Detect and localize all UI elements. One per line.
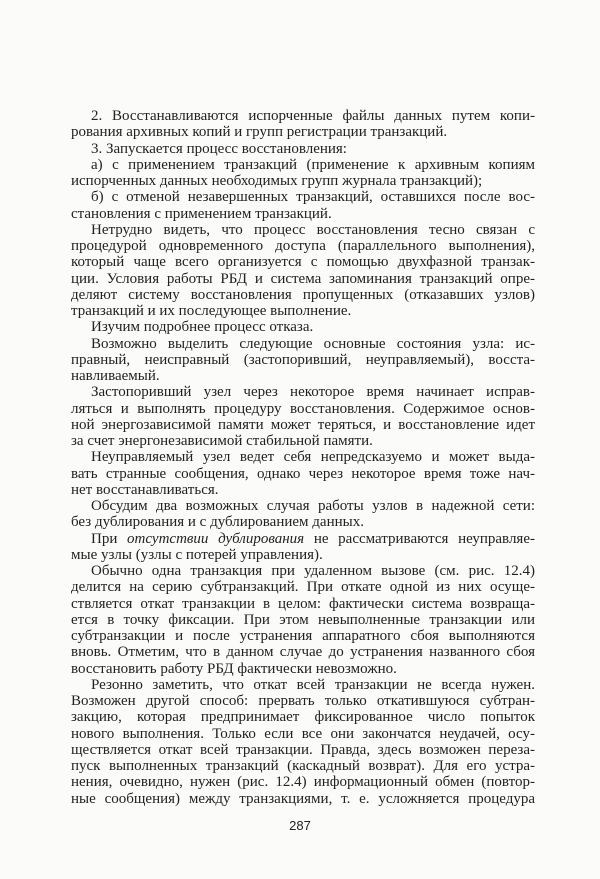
paragraph — [71, 222, 535, 320]
text-line: Обсудим два возможных случая работы узлов в надежной сети: — [91, 498, 535, 514]
text-line: ции. Условия работы РБД и система запоминания транзакций опре- — [71, 270, 535, 287]
text-line: деляют систему восстановления пропущенных (отказавших узлов) — [71, 286, 535, 303]
text-line: за счет энергонезависимой стабильной памяти. — [71, 433, 373, 449]
paragraph — [71, 498, 535, 531]
text-line: который чаще всего организуется с помощью двухфазной транзак- — [71, 254, 535, 271]
text-line: Неуправляемый узел ведет себя непредсказуемо и может выда- — [91, 449, 535, 466]
paragraph — [71, 157, 535, 190]
text-line: процедурой одновременного доступа (параллельного выполнения), — [71, 238, 535, 254]
text-line: ется в точку фиксации. При этом невыполненные транзакции или — [71, 611, 535, 628]
text-line: Застопоривший узел через некоторое время начинает исправ- — [91, 384, 535, 401]
text-segment: не рассматриваются неуправляе- — [304, 530, 535, 547]
text-line: нового выполнения. Только если все они закончатся неудачей, осу- — [71, 725, 535, 742]
text-line: мые узлы (узлы с потерей управления). — [71, 546, 323, 563]
paragraph — [71, 336, 535, 385]
text-line: ствляется откат транзакции в целом: фактически система возвраща- — [71, 595, 535, 612]
text-line: б) с отменой незавершенных транзакций, оставшихся после вос- — [91, 189, 535, 206]
text-line: нения, очевидно, нужен (рис. 12.4) информационный обмен (повтор- — [71, 774, 535, 791]
text-line: Нетрудно видеть, что процесс восстановления тесно связан с — [91, 221, 535, 238]
text-line: Обычно одна транзакция при удаленном вызове (см. рис. 12.4) — [91, 563, 535, 579]
text-line: вать странные сообщения, однако через некоторое время тоже нач- — [71, 465, 535, 482]
paragraph — [71, 677, 535, 807]
text-line: закцию, которая предпринимает фиксированное число попыток — [71, 709, 535, 726]
page-body-text — [71, 108, 535, 807]
text-line: восстановить работу РБД фактически невозможно. — [71, 660, 397, 677]
text-line: Возможен другой способ: прервать только откатившуюся субтран- — [71, 693, 535, 709]
paragraph — [71, 531, 535, 564]
text-line: транзакций и их последующее выполнение. — [71, 303, 352, 319]
text-line: ществляется откат всей транзакции. Правда, здесь возможен переза- — [71, 741, 535, 758]
text-line: а) с применением транзакций (применение к архивным копиям — [91, 156, 535, 173]
paragraph — [71, 319, 535, 335]
text-line: Возможно выделить следующие основные состояния узла: ис- — [91, 335, 535, 352]
text-line: Резонно заметить, что откат всей транзакции не всегда нужен. — [91, 676, 535, 693]
paragraph — [71, 563, 535, 677]
text-segment: При — [91, 530, 128, 547]
text-line: 3. Запускается процесс восстановления: — [91, 140, 347, 157]
text-line: нет восстанавливаться. — [71, 481, 219, 498]
paragraph — [71, 384, 535, 449]
text-line: правный, неисправный (застопоривший, неуправляемый), восста- — [71, 351, 535, 368]
italic-emphasis: отсутствии дублирования — [127, 530, 305, 547]
text-line: ляться и выполнять процедуру восстановления. Содержимое основ- — [71, 400, 535, 417]
text-line: без дублирования и с дублированием данных. — [71, 514, 364, 531]
text-line: вновь. Отметим, что в данном случае до устранения названного сбоя — [71, 644, 535, 661]
paragraph — [71, 141, 535, 157]
page-number: 287 — [289, 818, 311, 833]
text-line: пуск выполненных транзакций (каскадный возврат). Для его устра- — [71, 758, 535, 774]
paragraph — [71, 108, 535, 141]
text-line: испорченных данных необходимых групп журнала транзакций); — [71, 173, 483, 189]
text-line: делится на серию субтранзакций. При откате одной из них осуще- — [71, 579, 535, 596]
paragraph — [71, 449, 535, 498]
text-line: ные сообщения) между транзакциями, т. е. усложняется процедура — [71, 790, 535, 807]
paragraph — [71, 189, 535, 222]
text-line: ной энергозависимой памяти может теряться, и восстановление идет — [71, 416, 535, 433]
text-line: Изучим подробнее процесс отказа. — [91, 319, 314, 336]
text-line: навливаемый. — [71, 368, 160, 384]
text-line: рования архивных копий и групп регистрации транзакций. — [71, 124, 448, 141]
text-line — [71, 531, 535, 547]
text-line: 2. Восстанавливаются испорченные файлы данных путем копи- — [91, 108, 535, 124]
text-line: субтранзакции и после устранения аппаратного сбоя выполняются — [71, 628, 535, 644]
text-line: становления с применением транзакций. — [71, 205, 332, 222]
